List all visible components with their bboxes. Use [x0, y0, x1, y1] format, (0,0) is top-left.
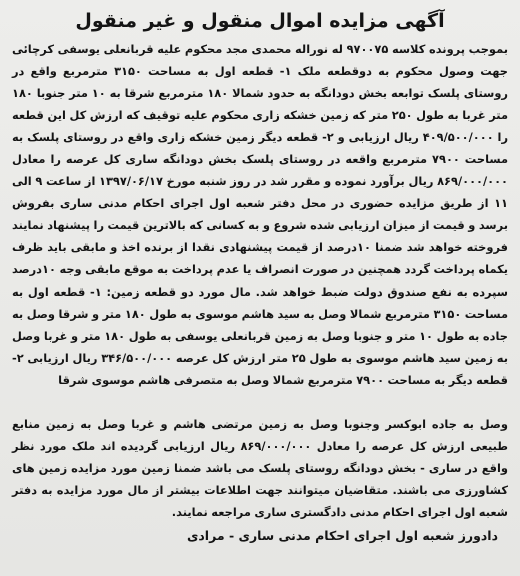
- notice-body: [12, 38, 508, 523]
- notice-paragraph-2: وصل به جاده ابوکسر وجنوبا وصل به زمین مرتضی هاشم و غربا وصل به زمین منابع طبیعی ارزش کل عرصه را معادل ۸۶۹/۰۰۰/۰۰۰ ریال ارزیابی گردیده اند ملک مورد نظر واقع در ساری - بخش دودانگه روستای پلسک می باشد ضمنا زمین مورد مزایده زمین های کشاورزی می باشند. متقاضیان میتوانند جهت اطلاعات بیشتر از مال مورد مزایده به دفتر شعبه اول اجرای احکام مدنی دادگستری ساری مراجعه نمایند.: [12, 416, 508, 519]
- notice-signature: دادورز شعبه اول اجرای احکام مدنی ساری - مرادی: [186, 527, 498, 543]
- notice-paragraph-1: بموجب پرونده کلاسه ۹۷۰۰۷۵ له نوراله محمدی مجد محکوم علیه قربانعلی یوسفی کرچائی جهت وصول محکوم به دوقطعه ملک ۱- قطعه اول به مساحت ۳۱۵۰ مترمربع واقع در روستای پلسک توابعه بخش دودانگه به حدود شمالا ۱۸۰ مترمربع شرقا به ۱۰ متر جنوبا ۱۸۰ متر غربا به طول ۲۵۰ متر که زمین خشکه زاری محکوم علیه توقیف که ارزش کل این قطعه را ۴۰۹/۵۰۰/۰۰۰ ریال ارزیابی و ۲- قطعه دیگر زمین خشکه زاری واقع در روستای پلسک به مساحت ۷۹۰۰ مترمربع واقعه در روستای پلسک بخش دودانگه ساری کل عرصه را معادل ۸۶۹/۰۰۰/۰۰۰ ریال برآورد نموده و مقرر شد در روز شنبه مورخ ۱۳۹۷/۰۶/۱۷ از ساعت ۹ الی ۱۱ از طریق مزایده حضوری در محل دفتر شعبه اول اجرای احکام مدنی ساری بفروش برسد و قیمت از میزان ارزیابی شده شروع و به کسانی که بالاترین قیمت را پیشنهاد نمایند فروخته خواهد شد ضمنا ۱۰درصد از قیمت پیشنهادی نقدا از برنده اخذ و مابقی باید ظرف یکماه پرداخت گردد همچنین در صورت انصراف یا عدم پرداخت به موقع مابقی وجه ۱۰درصد سپرده به نفع صندوق دولت ضبط خواهد شد. مال مورد دو قطعه زمین: ۱- قطعه اول به مساحت ۳۱۵۰ مترمربع شمالا وصل به سید هاشم موسوی به طول ۱۸۰ متر و شرقا وصل به جاده به طول ۱۰ متر و جنوبا وصل به زمین قربانعلی یوسفی به طول ۱۸۰ متر و غربا وصل به زمین سید هاشم موسوی به طول ۲۵ متر ارزش کل عرصه ۳۴۶/۵۰۰/۰۰۰ ریال ارزیابی ۲- قطعه دیگر به مساحت ۷۹۰۰ مترمربع شمالا وصل به متصرفی هاشم موسوی شرقا: [12, 42, 509, 387]
- notice-title: آگهی مزایده اموال منقول و غیر منقول: [75, 10, 445, 32]
